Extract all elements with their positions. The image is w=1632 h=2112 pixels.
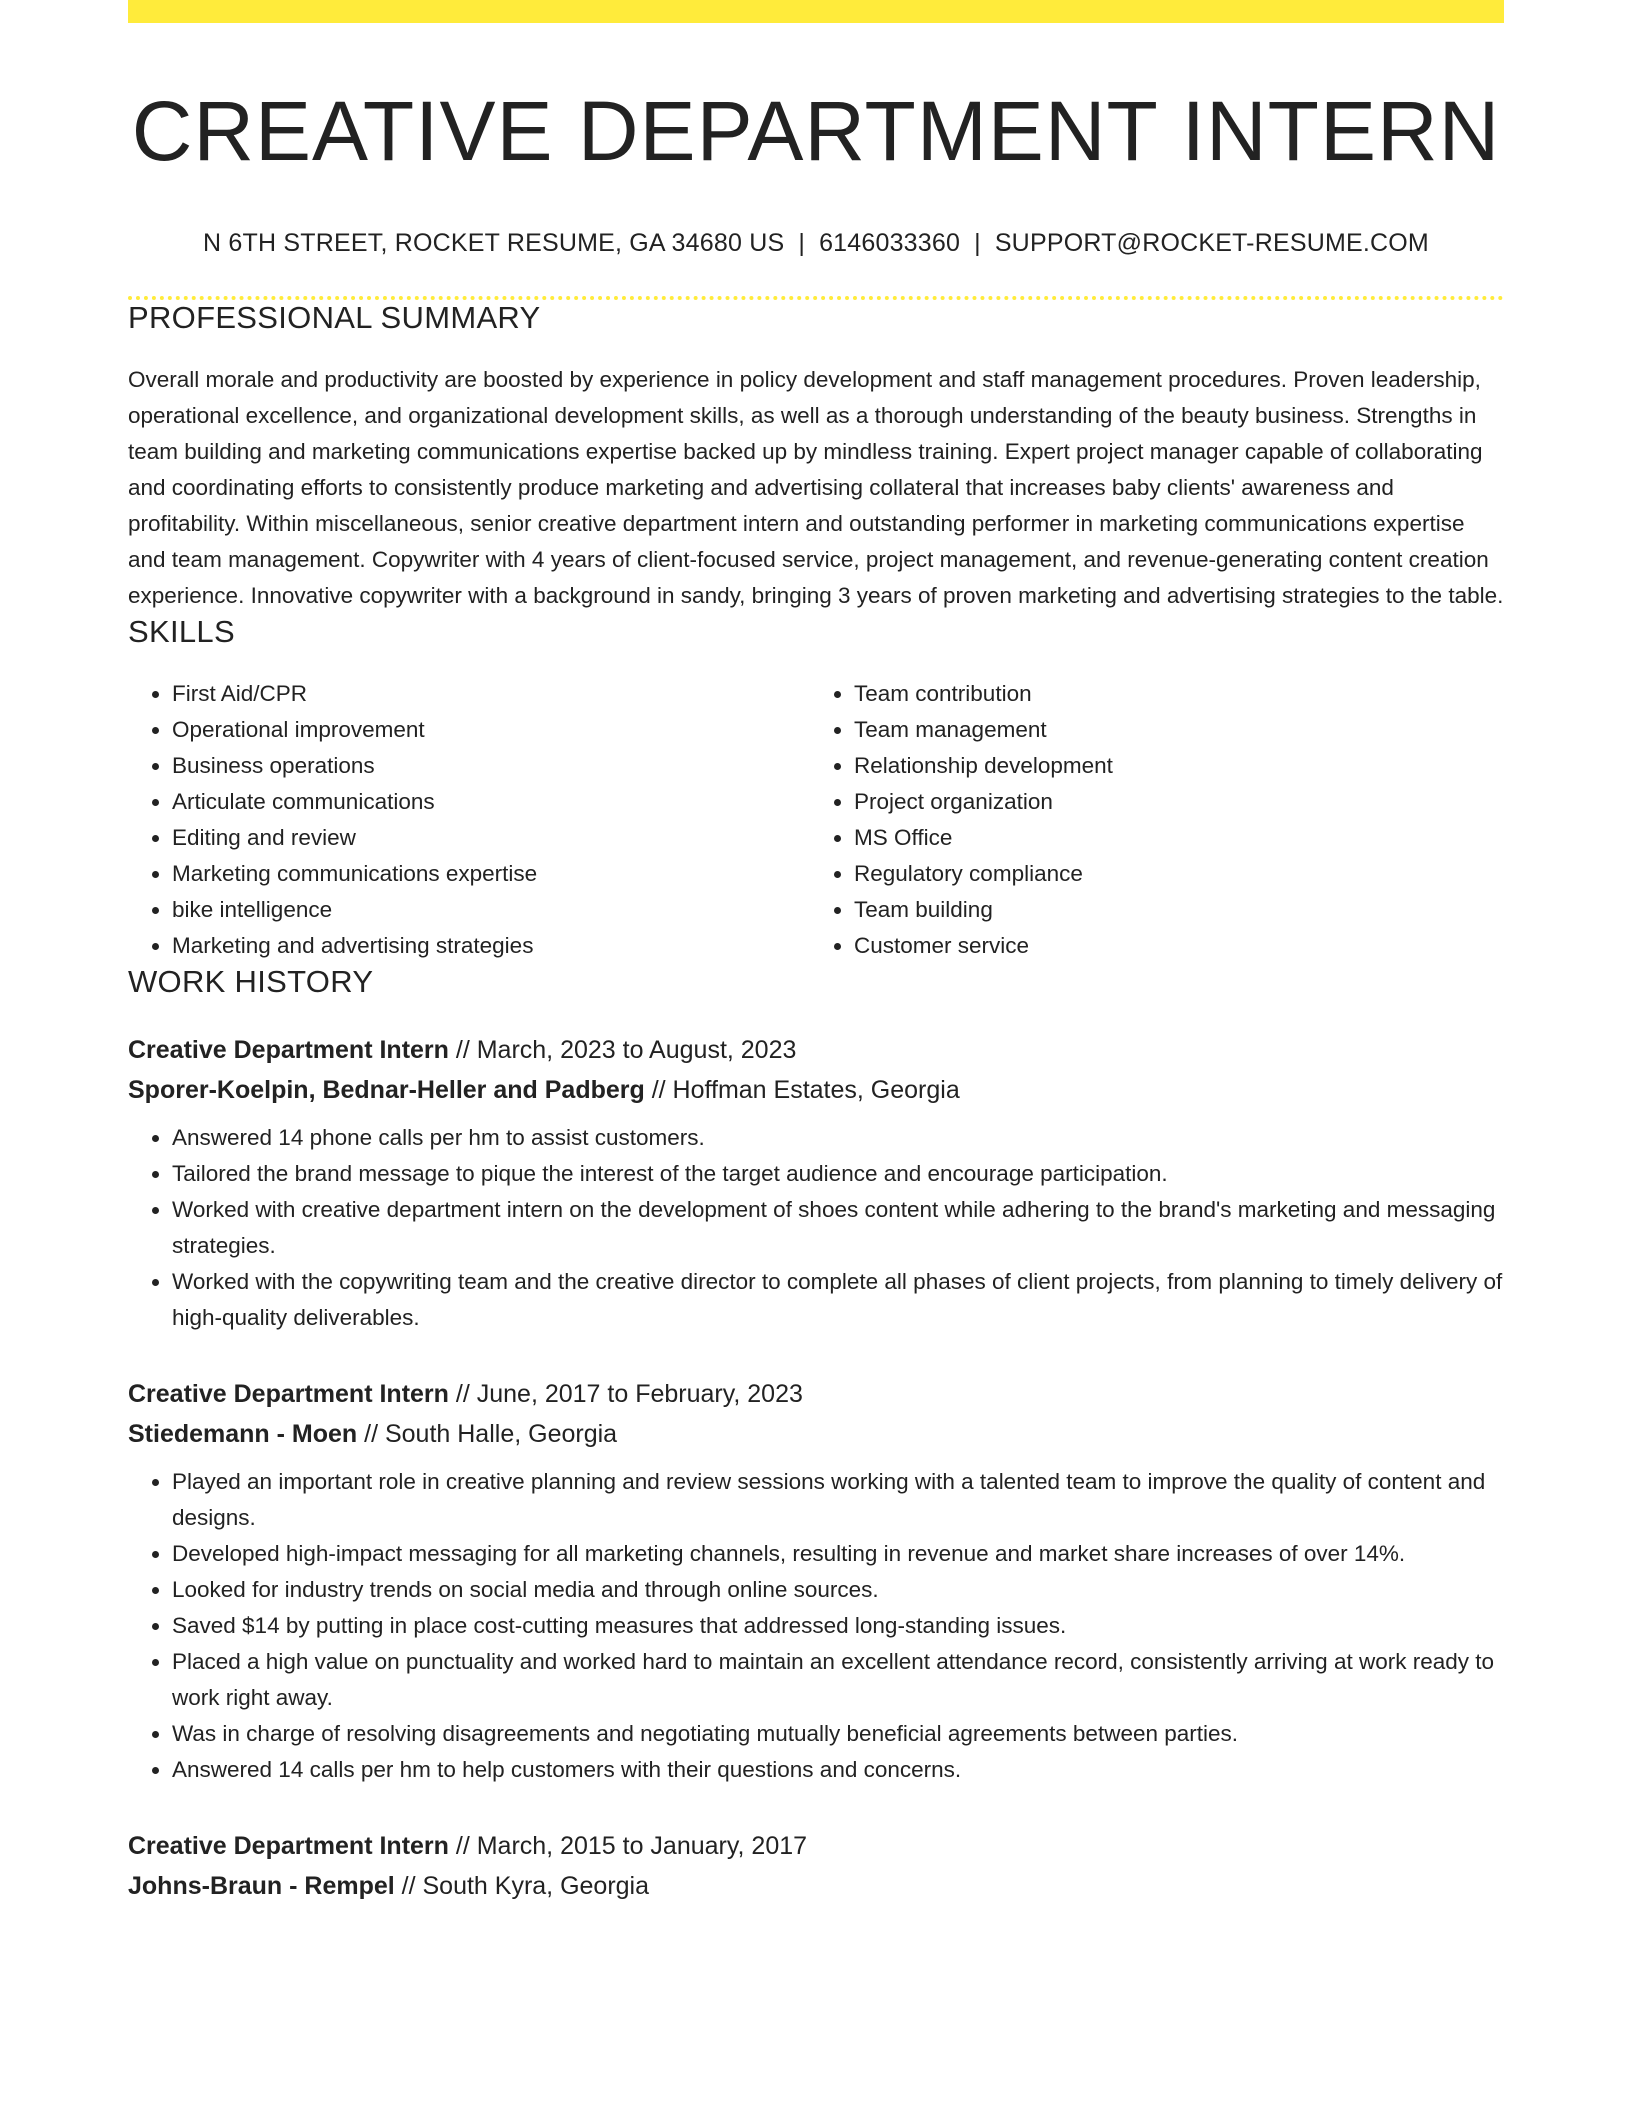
job-entry <box>128 1826 1504 1906</box>
job-role: Creative Department Intern <box>128 1380 449 1409</box>
job-role-line <box>128 1374 1504 1414</box>
accent-top-bar <box>128 0 1504 23</box>
skill-item: • Team management <box>854 712 1488 748</box>
skill-item: • Editing and review <box>172 820 806 856</box>
job-bullet: • Worked with creative department intern on the development of shoes content while adhering to the brand's marketing and messaging strategies. <box>172 1192 1504 1264</box>
job-role: Creative Department Intern <box>128 1832 449 1861</box>
summary-paragraph: Overall morale and productivity are boosted by experience in policy development and staff management procedures. Proven leadership, operational excellence, and organizational development skills, as well as a thorough understanding of the beauty business. Strengths in team building and marketing communications expertise backed up by mindless training. Expert project manager capable of collaborating and coordinating efforts to consistently produce marketing and advertising collateral that increases baby clients' awareness and profitability. Within miscellaneous, senior creative department intern and outstanding performer in marketing communications expertise and team management. Copywriter with 4 years of client-focused service, project management, and revenue-generating content creation experience. Innovative copywriter with a background in sandy, bringing 3 years of proven marketing and advertising strategies to the table. <box>128 367 1504 609</box>
skill-item: • Operational improvement <box>172 712 806 748</box>
job-bullet: • Played an important role in creative planning and review sessions working with a talented team to improve the quality of content and designs. <box>172 1464 1504 1536</box>
job-role-line <box>128 1030 1504 1070</box>
job-bullet: • Saved $14 by putting in place cost-cutting measures that addressed long-standing issues. <box>172 1608 1504 1644</box>
job-bullet: • Answered 14 calls per hm to help customers with their questions and concerns. <box>172 1752 1504 1788</box>
skill-item: • Marketing communications expertise <box>172 856 806 892</box>
skill-item: • Marketing and advertising strategies <box>172 928 806 964</box>
skill-item: • Relationship development <box>854 748 1488 784</box>
contact-phone: 6146033360 <box>819 229 961 258</box>
skills-heading: SKILLS <box>128 614 235 650</box>
resume-page <box>128 0 1504 1906</box>
skill-item: • Team contribution <box>854 676 1488 712</box>
job-bullet: • Looked for industry trends on social media and through online sources. <box>172 1572 1504 1608</box>
skill-item: • Articulate communications <box>172 784 806 820</box>
summary-heading: PROFESSIONAL SUMMARY <box>128 300 541 336</box>
skills-list-left <box>128 676 806 964</box>
job-bullets <box>128 1464 1504 1788</box>
job-entry <box>128 1030 1504 1336</box>
job-dates: // March, 2015 to January, 2017 <box>455 1832 808 1861</box>
resume-title: CREATIVE DEPARTMENT INTERN <box>131 84 1501 178</box>
skills-columns <box>128 676 1504 964</box>
skill-item: • Team building <box>854 892 1488 928</box>
skill-item: • Business operations <box>172 748 806 784</box>
job-company-line <box>128 1866 1504 1906</box>
job-dates: // June, 2017 to February, 2023 <box>455 1380 803 1409</box>
job-bullets <box>128 1120 1504 1336</box>
job-company: Stiedemann - Moen <box>128 1420 358 1449</box>
job-role: Creative Department Intern <box>128 1036 449 1065</box>
job-company: Sporer-Koelpin, Bednar-Heller and Padberg <box>128 1076 645 1105</box>
work-history-heading: WORK HISTORY <box>128 964 374 1000</box>
skill-item: • bike intelligence <box>172 892 806 928</box>
job-bullet: • Developed high-impact messaging for all marketing channels, resulting in revenue and market share increases of over 14%. <box>172 1536 1504 1572</box>
skill-item: • MS Office <box>854 820 1488 856</box>
contact-address: N 6TH STREET, ROCKET RESUME, GA 34680 US <box>203 229 785 258</box>
contact-email: SUPPORT@ROCKET-RESUME.COM <box>994 229 1429 258</box>
job-location: // Hoffman Estates, Georgia <box>651 1076 960 1105</box>
job-location: // South Kyra, Georgia <box>401 1872 650 1901</box>
skill-item: • Customer service <box>854 928 1488 964</box>
job-role-line <box>128 1826 1504 1866</box>
job-dates: // March, 2023 to August, 2023 <box>455 1036 797 1065</box>
skill-item: • Project organization <box>854 784 1488 820</box>
job-bullet: • Was in charge of resolving disagreements and negotiating mutually beneficial agreements between parties. <box>172 1716 1504 1752</box>
skill-item: • Regulatory compliance <box>854 856 1488 892</box>
job-company-line <box>128 1414 1504 1454</box>
job-entry <box>128 1374 1504 1788</box>
contact-separator: | <box>798 229 806 258</box>
skills-list-right <box>806 676 1488 964</box>
job-company-line <box>128 1070 1504 1110</box>
job-bullet: • Worked with the copywriting team and the creative director to complete all phases of client projects, from planning to timely delivery of high-quality deliverables. <box>172 1264 1504 1336</box>
job-bullet: • Placed a high value on punctuality and worked hard to maintain an excellent attendance record, consistently arriving at work ready to work right away. <box>172 1644 1504 1716</box>
contact-separator: | <box>974 229 981 258</box>
job-bullet: • Tailored the brand message to pique the interest of the target audience and encourage participation. <box>172 1156 1504 1192</box>
contact-line <box>128 229 1504 258</box>
skill-item: • First Aid/CPR <box>172 676 806 712</box>
job-company: Johns-Braun - Rempel <box>128 1872 395 1901</box>
job-bullet: • Answered 14 phone calls per hm to assist customers. <box>172 1120 1504 1156</box>
job-location: // South Halle, Georgia <box>364 1420 618 1449</box>
